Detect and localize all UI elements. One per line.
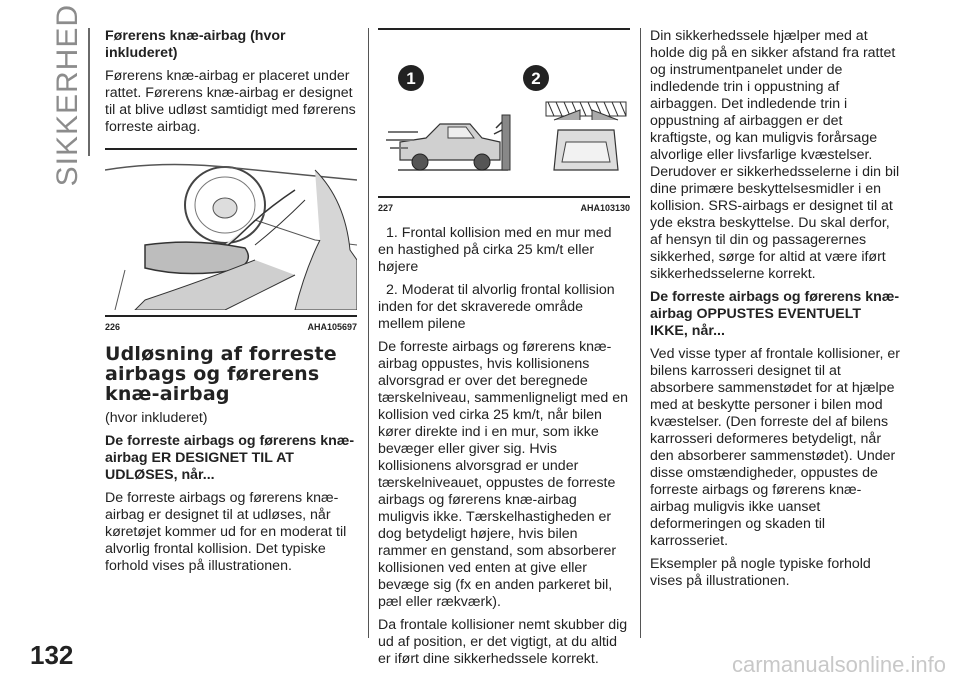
list-item-1: 1. Frontal kollision med en mur med en hastighed på cirka 25 km/t eller højere xyxy=(378,225,612,275)
section-side-tab xyxy=(48,3,88,187)
figure-227-caption xyxy=(378,200,630,217)
figure-226-caption xyxy=(105,319,357,336)
may-not-deploy-heading: De forreste airbags og førerens knæ-airbag OPPUSTES EVENTUELT IKKE, når... xyxy=(650,289,900,339)
may-not-deploy-paragraph: Ved visse typer af frontale kollisioner, er bilens karrosseri designet til at absorbere sammenstødet for at hjælpe med at beskytte personer i bilen mod kvæstelser. (Den forreste del af bilens karrosseri deformeres betydeligt, når den absorberer sammenstødet). Under disse omstændigheder, oppustes de forreste airbags og førerens knæ-airbag muligvis ikke uanset deformeringen og skaden til karrosseriet. xyxy=(650,346,900,549)
side-tab-divider xyxy=(88,28,90,156)
deployment-threshold-paragraph: De forreste airbags og førerens knæ-airbag oppustes, hvis kollisionens alvorsgrad er over det beregnede tærskelniveau, sammenligneligt med en kollision ved cirka 25 km/t, når bilen kører direkte ind i en mur, som ikke bevæger eller giver sig. Hvis kollisionens alvorsgrad er under tærskelniveauet, oppustes de forreste airbags og førerens knæ-airbag muligvis ikke. Tærskelhastigheden er dog betydeligt højere, hvis bilen rammer en genstand, som absorberer kollisionen ved enten at give eller bevæge sig (fx en anden parkeret bil, pæl eller rækværk). xyxy=(378,339,628,610)
section-title: SIKKERHED xyxy=(51,3,84,187)
designed-to-deploy-heading: De forreste airbags og førerens knæ-airbag ER DESIGNET TIL AT UDLØSES, når... xyxy=(105,433,355,483)
column-1 xyxy=(105,28,357,581)
designed-to-deploy-paragraph: De forreste airbags og førerens knæ-airbag er designet til at udløses, når køretøjet kommer ud for en moderat til alvorlig frontal kollision. Det typiske forhold vises på illustrationen. xyxy=(105,490,347,574)
figure-number: 227 xyxy=(378,203,394,213)
list-item-2: 2. Moderat til alvorlig frontal kollision inden for det skraverede område mellem pilene xyxy=(378,282,615,332)
column-2 xyxy=(378,28,630,674)
driver-knee-airbag-illustration xyxy=(105,150,357,310)
figure-number: 226 xyxy=(105,322,121,332)
seatbelt-paragraph: Din sikkerhedssele hjælper med at holde dig på en sikker afstand fra rattet og instrumentpanelet under de indledende trin i oppustning af airbaggen. Det indledende trin i oppustning af airbaggen er det kraftigste, og kan muligvis forårsage alvorlige eller livsfarlige kvæstelser. Derudover er sikkerhedsselerne i din bil dine primære beskyttelsesmidler i en kollision. SRS-airbags er designet til at yde ekstra beskyttelse. Du skal derfor, af hensyn til din og passagerernes sikkerhed, sørge for altid at være iført sikkerhedsselerne korrekt. xyxy=(650,28,900,282)
deployment-section-heading: Udløsning af forreste airbags og førerens knæ-airbag xyxy=(105,343,337,405)
figure-226 xyxy=(105,148,357,317)
examples-paragraph: Eksempler på nogle typiske forhold vises på illustrationen. xyxy=(650,556,871,589)
seatbelt-position-paragraph: Da frontale kollisioner nemt skubber dig ud af position, er det vigtigt, at du altid er iført dine sikkerhedssele korrekt. xyxy=(378,617,628,667)
column-3 xyxy=(650,28,900,596)
marker-2-label: 2 xyxy=(531,69,541,88)
figure-code: AHA105697 xyxy=(307,322,357,332)
knee-airbag-heading: Førerens knæ-airbag (hvor inkluderet) xyxy=(105,28,286,61)
marker-1-label: 1 xyxy=(406,69,416,88)
deployment-section-note: (hvor inkluderet) xyxy=(105,410,208,426)
column-divider-2 xyxy=(640,28,641,638)
figure-code: AHA103130 xyxy=(580,203,630,213)
frontal-collision-illustration xyxy=(378,30,630,196)
column-divider-1 xyxy=(368,28,369,638)
page-number: 132 xyxy=(30,640,74,670)
knee-airbag-paragraph: Førerens knæ-airbag er placeret under rattet. Førerens knæ-airbag er designet til at blive udløst samtidigt med førerens forreste airbag. xyxy=(105,68,356,135)
watermark: carmanualsonline.info xyxy=(731,652,946,677)
figure-227 xyxy=(378,28,630,198)
